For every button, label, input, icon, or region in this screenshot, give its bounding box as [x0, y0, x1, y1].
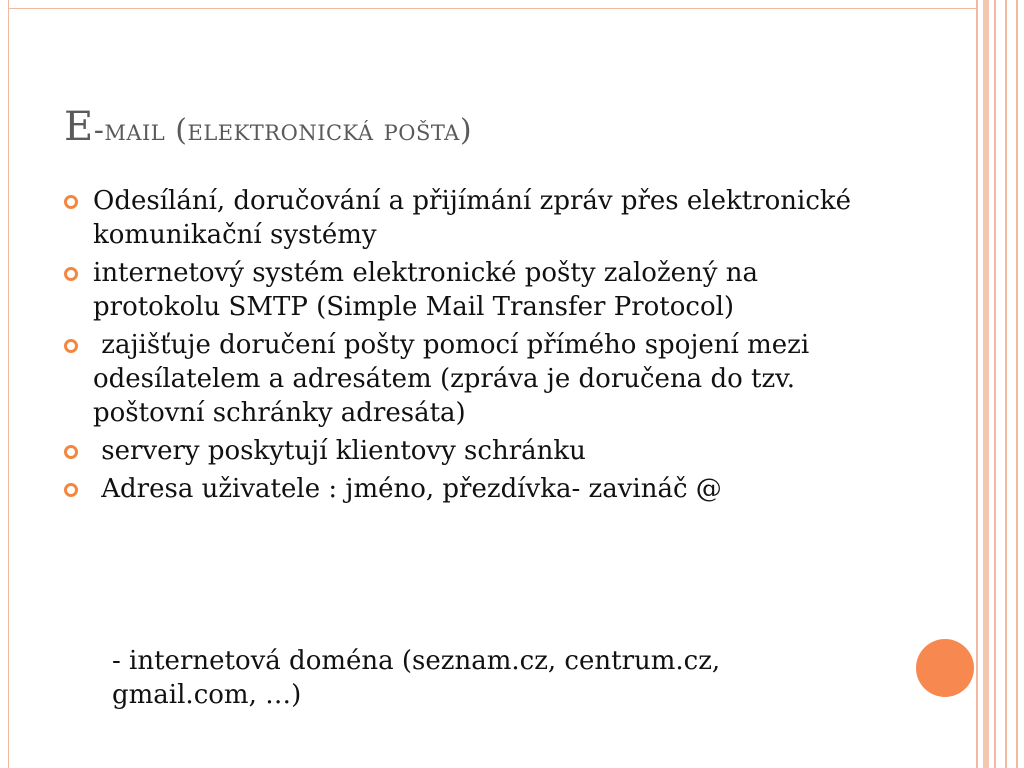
decorative-stripe	[994, 0, 996, 768]
bullet-sub-line: - internetová doména (seznam.cz, centrum.cz, gmail.com, …)	[112, 646, 721, 710]
bullet-marker-icon	[64, 339, 78, 353]
frame-top-line	[8, 8, 976, 9]
bullet-list	[64, 184, 884, 510]
bullet-item	[64, 184, 884, 252]
slide-title-initial: E	[64, 104, 94, 150]
decorative-stripe	[1016, 0, 1018, 768]
bullet-marker-icon	[64, 445, 78, 459]
decorative-circle	[916, 639, 974, 697]
bullet-text: internetový systém elektronické pošty založený na protokolu SMTP (Simple Mail Transfer Protocol)	[93, 258, 758, 322]
bullet-item	[64, 472, 884, 506]
bullet-text: zajišťuje doručení pošty pomocí přímého spojení mezi odesílatelem a adresátem (zpráva je doručena do tzv. poštovní schránky adresáta)	[93, 330, 818, 428]
slide-title	[64, 104, 472, 150]
bullet-item	[64, 256, 884, 324]
bullet-marker-icon	[64, 483, 78, 497]
decorative-stripe	[1005, 0, 1007, 768]
bullet-marker-icon	[64, 267, 78, 281]
bullet-marker-icon	[64, 195, 78, 209]
bullet-item	[64, 328, 884, 430]
slide-title-rest: -mail (elektronická pošta)	[93, 113, 473, 148]
bullet-item	[64, 434, 884, 468]
decorative-stripe	[983, 0, 989, 768]
bullet-text: servery poskytují klientovy schránku	[93, 436, 586, 466]
bullet-text: Odesílání, doručování a přijímání zpráv přes elektronické komunikační systémy	[93, 186, 852, 250]
frame-left-line	[8, 0, 9, 768]
decorative-stripe	[976, 0, 978, 768]
bullet-text: Adresa uživatele : jméno, přezdívka- zavináč @	[93, 474, 722, 504]
